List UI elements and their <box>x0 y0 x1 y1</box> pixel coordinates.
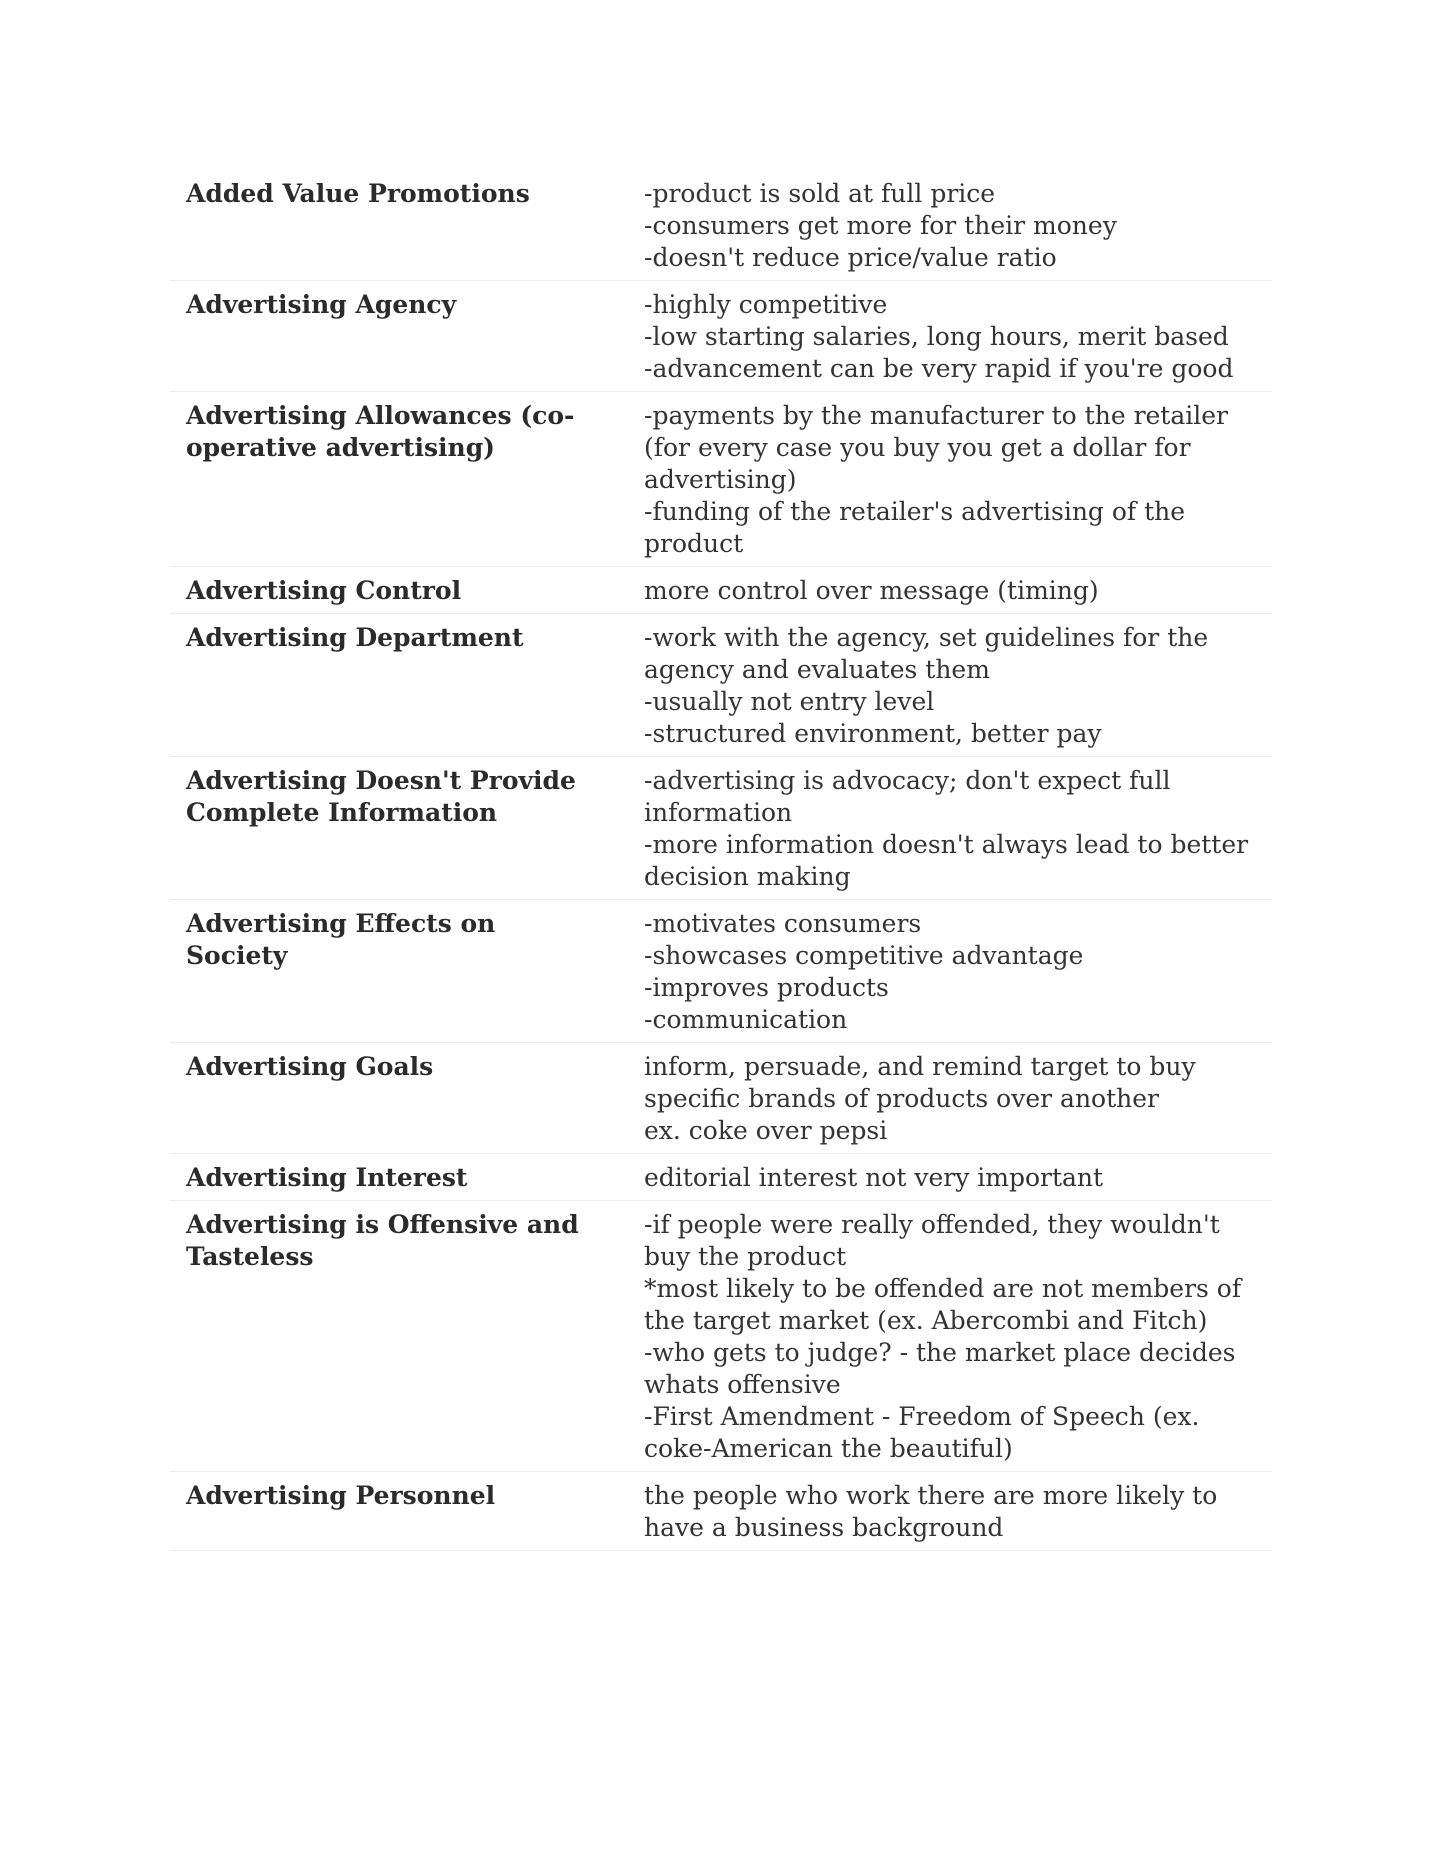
definition-line: -funding of the retailer's advertising of the product <box>644 497 1186 558</box>
term-cell: Advertising Interest <box>170 1154 606 1201</box>
definition-line: more control over message (timing) <box>644 576 1099 605</box>
definition-line: *most likely to be offended are not members of the target market (ex. Abercombi and Fitch) <box>644 1274 1242 1335</box>
definition-cell <box>606 1154 1272 1201</box>
definition-cell <box>606 1201 1272 1472</box>
term-cell: Advertising Control <box>170 567 606 614</box>
definition-line: -consumers get more for their money <box>644 211 1117 240</box>
definition-cell <box>606 1472 1272 1551</box>
definition-line: -product is sold at full price <box>644 179 996 208</box>
term-cell: Added Value Promotions <box>170 170 606 281</box>
term-cell: Advertising Goals <box>170 1043 606 1154</box>
term-cell: Advertising Allowances (co-operative advertising) <box>170 392 606 567</box>
definition-cell <box>606 281 1272 392</box>
definition-line: -communication <box>644 1005 848 1034</box>
table-row <box>170 170 1272 281</box>
table-row <box>170 567 1272 614</box>
definition-line: -advertising is advocacy; don't expect full information <box>644 766 1171 827</box>
table-row <box>170 1154 1272 1201</box>
definition-cell <box>606 900 1272 1043</box>
definition-line: -First Amendment - Freedom of Speech (ex. coke-American the beautiful) <box>644 1402 1200 1463</box>
definition-cell <box>606 614 1272 757</box>
definition-line: -if people were really offended, they wouldn't buy the product <box>644 1210 1220 1271</box>
definition-cell <box>606 1043 1272 1154</box>
term-cell: Advertising Effects on Society <box>170 900 606 1043</box>
definition-line: -motivates consumers <box>644 909 922 938</box>
table-row <box>170 1043 1272 1154</box>
definition-line: -who gets to judge? - the market place decides whats offensive <box>644 1338 1236 1399</box>
definition-cell <box>606 567 1272 614</box>
definition-line: -improves products <box>644 973 889 1002</box>
term-cell: Advertising Doesn't Provide Complete Information <box>170 757 606 900</box>
definition-line: -payments by the manufacturer to the retailer (for every case you buy you get a dollar for advertising) <box>644 401 1228 494</box>
term-cell: Advertising Department <box>170 614 606 757</box>
definition-line: -structured environment, better pay <box>644 719 1102 748</box>
table-row <box>170 757 1272 900</box>
definition-line: -showcases competitive advantage <box>644 941 1084 970</box>
glossary-body <box>170 170 1272 1551</box>
definition-line: -highly competitive <box>644 290 888 319</box>
glossary-table <box>170 170 1272 1551</box>
definition-line: -low starting salaries, long hours, merit based <box>644 322 1229 351</box>
definition-line: -doesn't reduce price/value ratio <box>644 243 1057 272</box>
table-row <box>170 1201 1272 1472</box>
table-row <box>170 900 1272 1043</box>
definition-line: -work with the agency, set guidelines for the agency and evaluates them <box>644 623 1209 684</box>
definition-line: -more information doesn't always lead to better decision making <box>644 830 1249 891</box>
definition-line: the people who work there are more likely to have a business background <box>644 1481 1218 1542</box>
term-cell: Advertising Personnel <box>170 1472 606 1551</box>
table-row <box>170 281 1272 392</box>
term-cell: Advertising Agency <box>170 281 606 392</box>
definition-line: inform, persuade, and remind target to buy specific brands of products over another <box>644 1052 1196 1113</box>
definition-line: ex. coke over pepsi <box>644 1116 888 1145</box>
table-row <box>170 614 1272 757</box>
glossary-page <box>170 170 1272 1551</box>
term-cell: Advertising is Offensive and Tasteless <box>170 1201 606 1472</box>
definition-line: -usually not entry level <box>644 687 935 716</box>
definition-line: -advancement can be very rapid if you're good <box>644 354 1234 383</box>
definition-line: editorial interest not very important <box>644 1163 1104 1192</box>
table-row <box>170 1472 1272 1551</box>
definition-cell <box>606 170 1272 281</box>
definition-cell <box>606 757 1272 900</box>
table-row <box>170 392 1272 567</box>
definition-cell <box>606 392 1272 567</box>
